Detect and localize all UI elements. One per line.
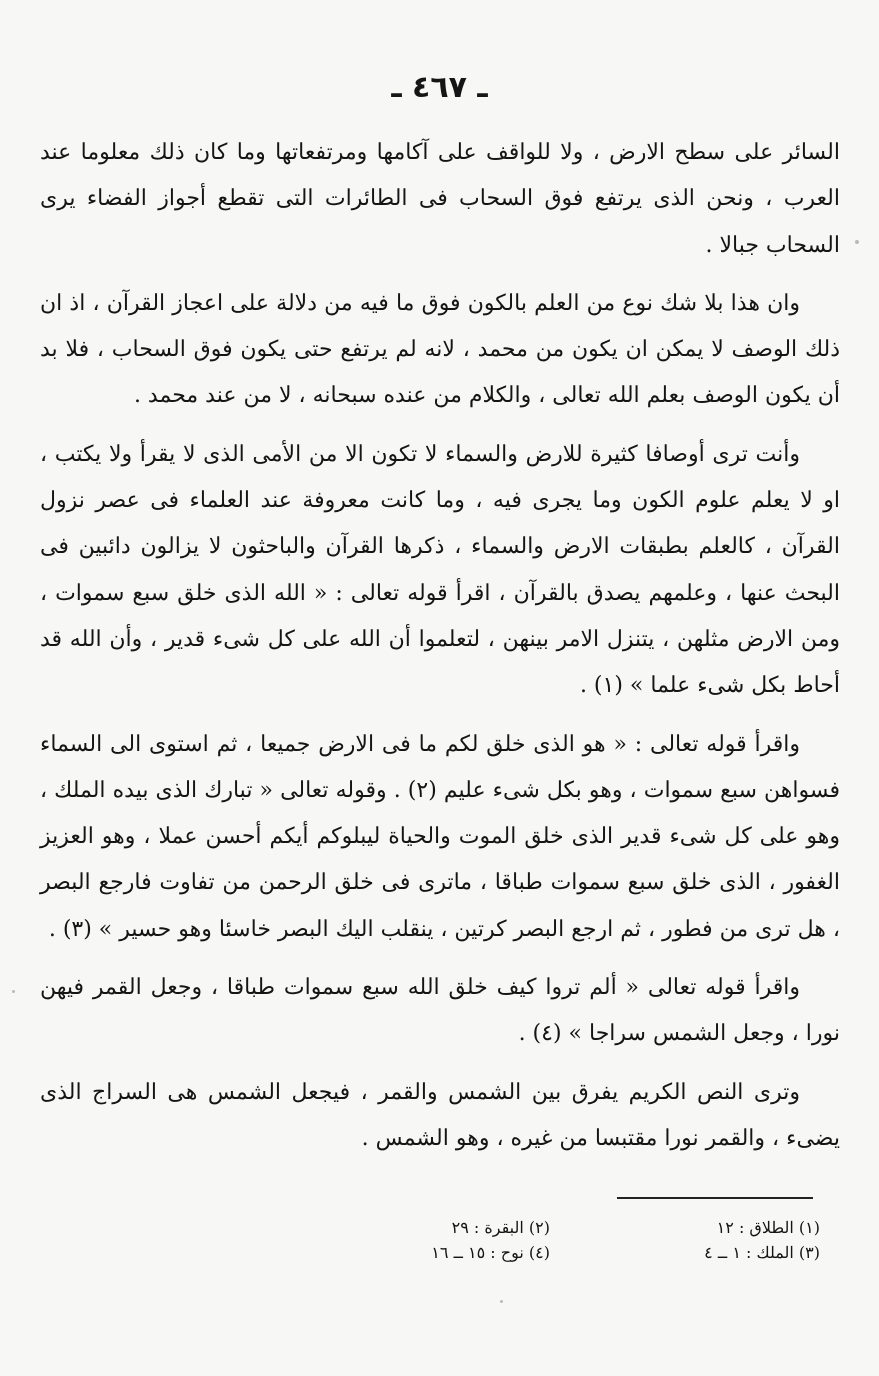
footnote-row — [280, 1215, 820, 1240]
paragraph-2: وان هذا بلا شك نوع من العلم بالكون فوق ما فيه من دلالة على اعجاز القرآن ، اذ ان ذلك الوصف لا يمكن ان يكون من محمد ، لانه لم يرتفع حتى يكون فوق السحاب ، فلا بد أن يكون الوصف بعلم الله تعالى ، والكلام من عنده سبحانه ، لا من عند محمد . — [40, 290, 840, 409]
footnote-1: (١) الطلاق : ١٢ — [716, 1218, 820, 1237]
footnote-3: (٣) الملك : ١ ــ ٤ — [704, 1243, 820, 1262]
paragraph-5: واقرأ قوله تعالى « ألم تروا كيف خلق الله سبع سموات طباقا ، وجعل القمر فيهن نورا ، وجعل الشمس سراجا » (٤) . — [40, 975, 840, 1047]
scan-noise — [855, 240, 859, 244]
footnote-4: (٤) نوح : ١٥ ــ ١٦ — [431, 1243, 550, 1262]
paragraph-4: واقرأ قوله تعالى : « هو الذى خلق لكم ما فى الارض جميعا ، ثم استوى الى السماء فسواهن سبع سموات ، وهو بكل شىء عليم (٢) . وقوله تعالى « تبارك الذى بيده الملك ، وهو على كل شىء قدير الذى خلق الموت والحياة ليبلوكم أيكم أحسن عملا ، وهو العزيز الغفور ، الذى خلق سبع سموات طباقا ، ماترى فى خلق الرحمن من تفاوت فارجع البصر ، هل ترى من فطور ، ثم ارجع البصر كرتين ، ينقلب اليك البصر خاسئا وهو حسير » (٣) . — [40, 731, 840, 942]
scan-noise — [12, 990, 15, 993]
footnote-row — [280, 1240, 820, 1265]
footnote-2: (٢) البقرة : ٢٩ — [451, 1218, 550, 1237]
paragraph-6: وترى النص الكريم يفرق بين الشمس والقمر ، فيجعل الشمس هى السراج الذى يضىء ، والقمر نورا مقتبسا من غيره ، وهو الشمس . — [40, 1079, 840, 1151]
paragraph-3: وأنت ترى أوصافا كثيرة للارض والسماء لا تكون الا من الأمى الذى لا يقرأ ولا يكتب ، او لا يعلم علوم الكون وما يجرى فيه ، وما كانت معروفة عند العلماء فى عصر نزول القرآن ، كالعلم بطبقات الارض والسماء ، ذكرها القرآن والباحثون لا يزالون دائبين فى البحث عنها ، وعلمهم يصدق بالقرآن ، اقرأ قوله تعالى : « الله الذى خلق سبع سموات ، ومن الارض مثلهن ، يتنزل الامر بينهن ، لتعلموا أن الله على كل شىء قدير ، وأن الله قد أحاط بكل شىء علما » (١) . — [40, 441, 840, 699]
scan-noise — [500, 1300, 503, 1303]
page-number: ـ ٤٦٧ ـ — [391, 70, 488, 105]
footnotes — [280, 1215, 820, 1265]
footnote-divider — [617, 1197, 813, 1199]
paragraph-1: السائر على سطح الارض ، ولا للواقف على آكامها ومرتفعاتها وما كان ذلك معلوما عند العرب ، ونحن الذى يرتفع فوق السحاب فى الطائرات التى تقطع أجواز الفضاء يرى السحاب جبالا . — [40, 140, 840, 258]
page-body — [40, 130, 840, 1162]
